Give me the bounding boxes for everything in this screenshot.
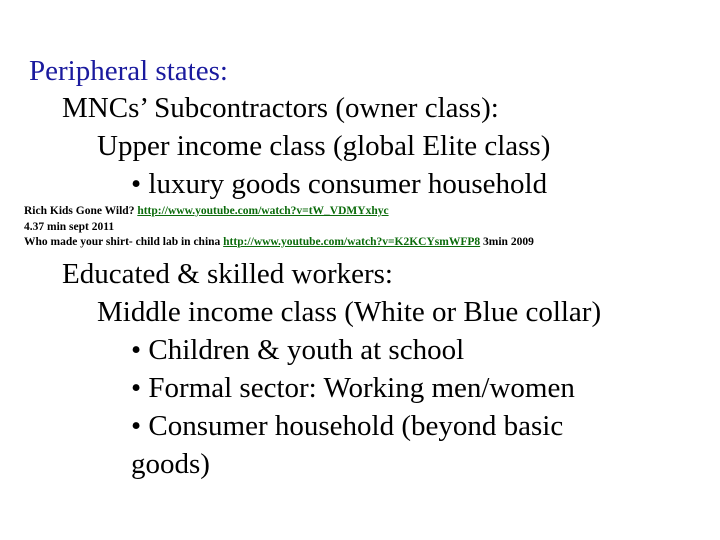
consumer-household-bullet-continued: goods) (131, 448, 210, 480)
child-labor-video-link[interactable]: http://www.youtube.com/watch?v=K2KCYsmWFP8 (223, 236, 481, 248)
upper-income-class-line: Upper income class (global Elite class) (97, 130, 551, 162)
skilled-workers-heading: Educated & skilled workers: (62, 258, 393, 290)
owner-class-heading: MNCs’ Subcontractors (owner class): (62, 92, 499, 124)
luxury-goods-bullet: • luxury goods consumer household (131, 168, 548, 200)
note-rich-kids-text: Rich Kids Gone Wild? (24, 205, 135, 217)
note-rich-kids (24, 206, 389, 218)
children-youth-bullet: • Children & youth at school (131, 334, 465, 366)
formal-sector-bullet: • Formal sector: Working men/women (131, 372, 575, 404)
rich-kids-video-link[interactable]: http://www.youtube.com/watch?v=tW_VDMYxhyc (137, 205, 389, 217)
note-child-labor-text: Who made your shirt- child lab in china (24, 236, 221, 248)
note-child-labor-suffix: 3min 2009 (483, 236, 534, 248)
note-child-labor (24, 237, 534, 249)
consumer-household-bullet: • Consumer household (beyond basic (131, 410, 564, 442)
middle-income-class-line: Middle income class (White or Blue collar) (97, 296, 602, 328)
slide-title: Peripheral states: (29, 55, 228, 87)
note-duration-date: 4.37 min sept 2011 (24, 221, 115, 233)
